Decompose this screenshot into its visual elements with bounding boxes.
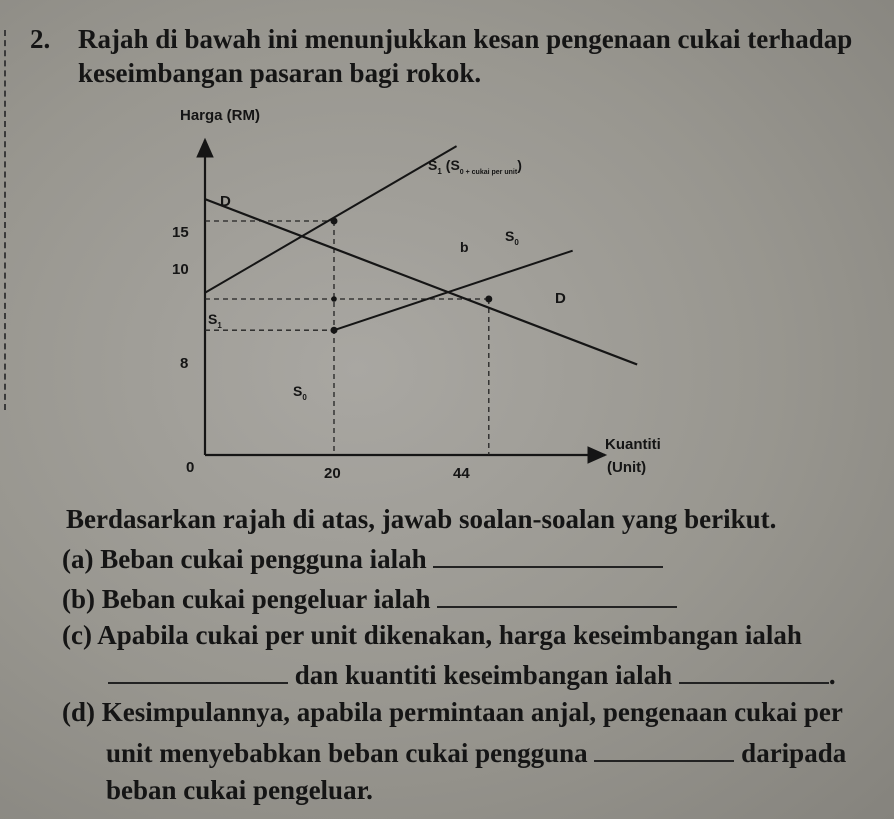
answer-blank-c-quantity[interactable] [679,658,829,684]
x-axis-label-line1: Kuantiti [605,436,661,453]
x-tick-44: 44 [453,465,470,482]
item-d-line2-text: unit menyebabkan beban cukai pengguna [106,738,588,768]
answer-blank-c-price[interactable] [108,658,288,684]
x-tick-20: 20 [324,465,341,482]
demand-curve [205,199,637,364]
label-d-top: D [220,193,231,210]
equilibrium-point-new [331,218,338,225]
label-point-b: b [460,239,469,255]
item-a-text: (a) Beban cukai pengguna ialah [62,544,427,574]
answer-blank-d[interactable] [594,736,734,762]
instructions: Berdasarkan rajah di atas, jawab soalan-soalan yang berikut. [66,504,777,534]
label-s0-top: $S_0$ [505,228,519,247]
item-c-line1: (c) Apabila cukai per unit dikenakan, harga keseimbangan ialah [62,620,802,650]
origin-label: 0 [186,459,195,476]
guide-marker-10 [331,296,337,302]
item-d-line2-end: daripada [741,738,847,768]
item-b [62,582,677,615]
label-d-bottom: D [555,290,566,307]
label-s0-bottom: $S_0$ [293,383,307,402]
answer-blank-b[interactable] [437,582,677,608]
item-d-line1: (d) Kesimpulannya, apabila permintaan anjal, pengenaan cukai per [62,697,843,727]
item-d-line2 [106,736,846,769]
x-axis-label-line2: (Unit) [607,459,647,476]
label-s1-top: $S_1$ $(S_{0 + cukai per unit})$ [428,157,522,176]
tax-diagram [150,100,710,490]
question-number: 2. [30,24,51,54]
y-tick-15: 15 [172,224,189,241]
item-b-text: (b) Beban cukai pengeluar ialah [62,584,431,614]
y-axis-label: Harga (RM) [180,107,261,124]
supply-curve-s1 [205,146,457,293]
answer-blank-a[interactable] [433,542,663,568]
question-text-line2: keseimbangan pasaran bagi rokok. [78,58,482,88]
item-c-line2 [108,658,836,691]
guide-lines [205,221,489,455]
equilibrium-point-b [485,296,492,303]
question-text-line1: Rajah di bawah ini menunjukkan kesan pengenaan cukai terhadap [78,24,853,54]
label-s1-bottom: $S_1$ [208,311,222,330]
item-c-line2-text: dan kuantiti keseimbangan ialah [294,660,673,690]
producer-price-point [331,327,338,334]
binding-margin-line [4,30,6,410]
item-c-end: . [828,660,836,690]
item-a [62,542,663,575]
y-tick-10: 10 [172,261,189,278]
item-d-line3: beban cukai pengeluar. [106,775,373,805]
y-tick-8: 8 [180,355,189,372]
